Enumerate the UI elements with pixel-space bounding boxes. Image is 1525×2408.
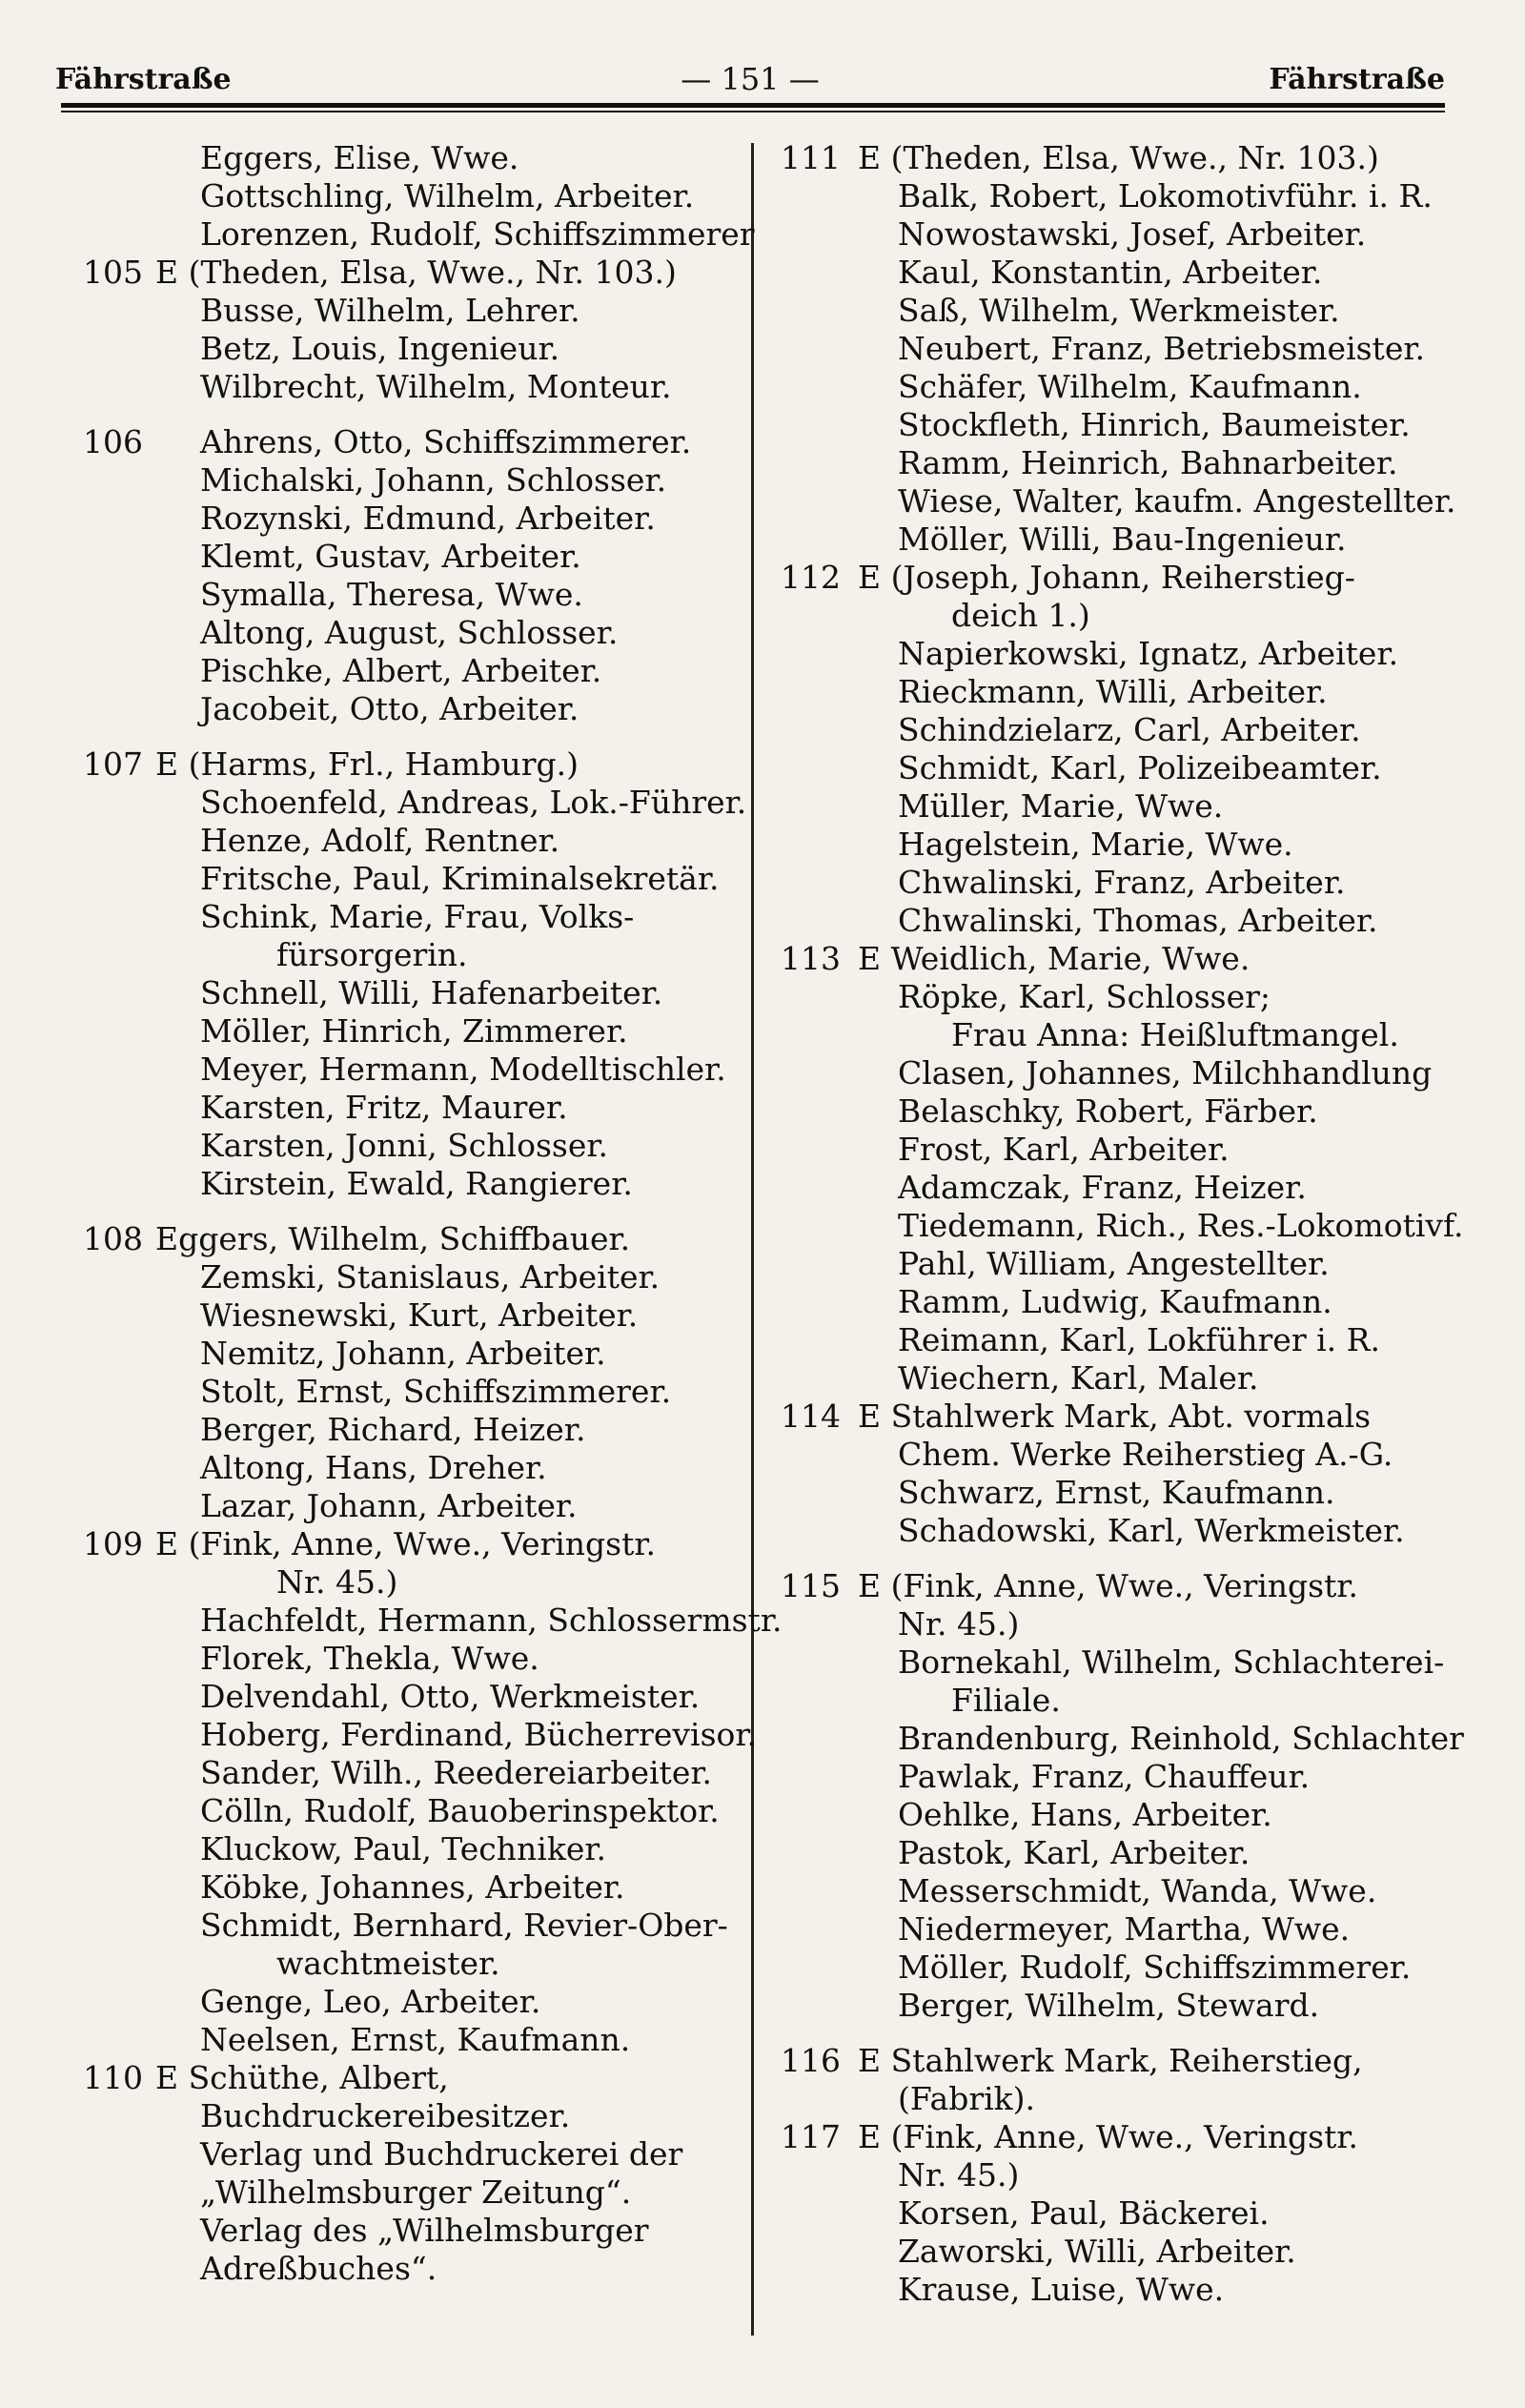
directory-entry xyxy=(762,559,1458,597)
directory-entry xyxy=(57,576,743,614)
running-head-right: Fährstraße xyxy=(1269,63,1445,96)
entry-text: Reimann, Karl, Lokführer i. R. xyxy=(898,1321,1380,1358)
entry-text: Saß, Wilhelm, Werkmeister. xyxy=(898,292,1340,329)
directory-entry xyxy=(762,2233,1458,2271)
directory-entry xyxy=(57,784,747,822)
entry-text: Messerschmidt, Wanda, Wwe. xyxy=(898,1872,1377,1909)
entry-text: Berger, Wilhelm, Steward. xyxy=(898,1987,1320,2024)
directory-entry xyxy=(57,2212,743,2250)
entry-text: Wiese, Walter, kaufm. Angestellter. xyxy=(898,482,1456,520)
directory-entry xyxy=(57,1868,743,1907)
entry-text: Chem. Werke Reiherstieg A.-G. xyxy=(898,1436,1393,1473)
entry-text: Eggers, Wilhelm, Schiffbauer. xyxy=(155,1220,631,1257)
directory-entry xyxy=(762,826,1458,864)
entry-text: Nowostawski, Josef, Arbeiter. xyxy=(898,215,1367,253)
entry-text: Jacobeit, Otto, Arbeiter. xyxy=(200,690,580,727)
entry-text: Rieckmann, Willi, Arbeiter. xyxy=(898,673,1328,710)
entry-text: Henze, Adolf, Rentner. xyxy=(200,822,560,859)
entry-text: deich 1.) xyxy=(951,597,1090,634)
entry-text: Verlag des „Wilhelmsburger xyxy=(200,2212,649,2249)
directory-entry xyxy=(762,1131,1458,1169)
directory-entry xyxy=(762,1245,1458,1283)
directory-entry xyxy=(57,139,743,177)
house-number: 117 xyxy=(781,2118,841,2155)
directory-entry xyxy=(57,614,743,652)
directory-entry xyxy=(762,978,1458,1016)
entry-text: Michalski, Johann, Schlosser. xyxy=(200,461,667,499)
entry-text: Stockfleth, Hinrich, Baumeister. xyxy=(898,406,1411,443)
left-column xyxy=(57,139,783,2288)
entry-text: Meyer, Hermann, Modelltischler. xyxy=(200,1051,726,1088)
entry-text: Betz, Louis, Ingenieur. xyxy=(200,330,560,367)
entry-text: Buchdruckereibesitzer. xyxy=(200,2097,571,2134)
entry-text: Schmidt, Bernhard, Revier-Ober- xyxy=(200,1907,728,1944)
house-number: 105 xyxy=(83,254,143,291)
entry-text: Zaworski, Willi, Arbeiter. xyxy=(898,2233,1296,2270)
entry-text: Nr. 45.) xyxy=(276,1563,398,1601)
entry-text: E (Fink, Anne, Wwe., Veringstr. xyxy=(155,1525,657,1562)
entry-text: Schoenfeld, Andreas, Lok.-Führer. xyxy=(200,784,747,821)
entry-text: Belaschky, Robert, Färber. xyxy=(898,1092,1318,1130)
directory-entry xyxy=(57,860,743,898)
house-number: 114 xyxy=(781,1398,841,1435)
entry-text: Filiale. xyxy=(951,1682,1061,1719)
entry-text: Zemski, Stanislaus, Arbeiter. xyxy=(200,1258,661,1296)
directory-entry xyxy=(762,1436,1458,1474)
directory-entry xyxy=(762,520,1458,559)
directory-entry xyxy=(762,1643,1458,1682)
entry-text: E (Joseph, Johann, Reiherstieg- xyxy=(858,559,1355,596)
directory-entry xyxy=(762,1758,1458,1796)
entry-text: E (Harms, Frl., Hamburg.) xyxy=(155,745,579,783)
entry-text: Köbke, Johannes, Arbeiter. xyxy=(200,1868,625,1906)
directory-entry xyxy=(57,1716,758,1754)
entry-text: Oehlke, Hans, Arbeiter. xyxy=(898,1796,1272,1833)
entry-text: Hagelstein, Marie, Wwe. xyxy=(898,826,1293,863)
header-rule-thin xyxy=(61,111,1445,112)
directory-entry xyxy=(57,690,743,728)
directory-entry xyxy=(762,1169,1458,1207)
house-number: 116 xyxy=(781,2042,841,2079)
directory-entry xyxy=(57,368,743,406)
directory-entry xyxy=(762,864,1458,902)
directory-entry xyxy=(57,461,743,500)
directory-entry xyxy=(57,2097,743,2135)
directory-entry xyxy=(762,1054,1458,1092)
entry-text: Lazar, Johann, Arbeiter. xyxy=(200,1487,578,1524)
entry-text: Rozynski, Edmund, Arbeiter. xyxy=(200,500,656,537)
directory-entry xyxy=(762,1092,1458,1131)
directory-entry xyxy=(57,2250,743,2288)
directory-entry xyxy=(762,1720,1464,1758)
header-rule-thick xyxy=(61,103,1445,108)
entry-text: Karsten, Jonni, Schlosser. xyxy=(200,1127,609,1164)
entry-text: Ramm, Ludwig, Kaufmann. xyxy=(898,1283,1332,1320)
entry-text: Klemt, Gustav, Arbeiter. xyxy=(200,538,581,575)
directory-entry xyxy=(57,2021,743,2059)
directory-entry xyxy=(762,1283,1458,1321)
directory-entry xyxy=(762,1359,1458,1398)
entry-text: Busse, Wilhelm, Lehrer. xyxy=(200,292,580,329)
directory-entry xyxy=(57,1373,743,1411)
directory-entry xyxy=(762,1567,1458,1605)
entry-text: Hachfeldt, Hermann, Schlossermstr. xyxy=(200,1602,783,1639)
directory-entry xyxy=(762,2271,1458,2309)
entry-text: Chwalinski, Franz, Arbeiter. xyxy=(898,864,1346,901)
entry-text: Balk, Robert, Lokomotivführ. i. R. xyxy=(898,177,1433,214)
entry-text: Krause, Luise, Wwe. xyxy=(898,2271,1225,2308)
directory-entry xyxy=(762,139,1458,177)
directory-entry xyxy=(57,2059,743,2097)
entry-text: Clasen, Johannes, Milchhandlung xyxy=(898,1054,1433,1092)
directory-entry xyxy=(762,1949,1458,1987)
entry-text: Altong, Hans, Dreher. xyxy=(200,1449,547,1486)
directory-entry xyxy=(57,936,743,974)
directory-entry xyxy=(57,500,743,538)
house-number: 111 xyxy=(781,139,841,176)
directory-entry xyxy=(57,974,743,1012)
directory-entry xyxy=(762,711,1458,749)
directory-entry xyxy=(57,1602,783,1640)
entry-text: „Wilhelmsburger Zeitung“. xyxy=(200,2173,632,2211)
directory-entry xyxy=(57,652,743,690)
directory-entry xyxy=(57,177,743,215)
entry-text: Kaul, Konstantin, Arbeiter. xyxy=(898,254,1323,291)
directory-entry xyxy=(57,1563,743,1602)
directory-entry xyxy=(57,1449,743,1487)
entry-text: Eggers, Elise, Wwe. xyxy=(200,139,519,176)
entry-text: Schmidt, Karl, Polizeibeamter. xyxy=(898,749,1382,786)
entry-text: Stolt, Ernst, Schiffszimmerer. xyxy=(200,1373,672,1410)
directory-entry xyxy=(762,177,1458,215)
directory-entry xyxy=(57,423,743,461)
entry-text: Schindzielarz, Carl, Arbeiter. xyxy=(898,711,1361,748)
directory-entry xyxy=(57,745,743,784)
directory-entry xyxy=(57,1089,743,1127)
entry-text: Tiedemann, Rich., Res.-Lokomotivf. xyxy=(898,1207,1464,1244)
entry-text: Hoberg, Ferdinand, Bücherrevisor. xyxy=(200,1716,758,1753)
directory-entry xyxy=(57,2135,743,2173)
directory-entry xyxy=(762,940,1458,978)
directory-entry xyxy=(57,1983,743,2021)
entry-text: Florek, Thekla, Wwe. xyxy=(200,1640,539,1677)
directory-entry xyxy=(762,2194,1458,2233)
directory-entry xyxy=(762,444,1458,482)
entry-text: E Stahlwerk Mark, Reiherstieg, xyxy=(858,2042,1363,2079)
entry-text: Fritsche, Paul, Kriminalsekretär. xyxy=(200,860,720,897)
directory-entry xyxy=(57,1220,743,1258)
entry-text: Möller, Willi, Bau-Ingenieur. xyxy=(898,520,1347,558)
directory-entry xyxy=(57,2173,743,2212)
directory-entry xyxy=(57,1127,743,1165)
house-number: 106 xyxy=(83,423,143,460)
entry-text: Gottschling, Wilhelm, Arbeiter. xyxy=(200,177,695,214)
directory-entry xyxy=(57,1487,743,1525)
column-divider xyxy=(751,143,754,2336)
entry-text: Schwarz, Ernst, Kaufmann. xyxy=(898,1474,1335,1511)
entry-text: Pahl, William, Angestellter. xyxy=(898,1245,1330,1282)
directory-entry xyxy=(57,1792,743,1830)
directory-entry xyxy=(762,635,1458,673)
entry-text: Genge, Leo, Arbeiter. xyxy=(200,1983,541,2020)
directory-entry xyxy=(762,1796,1458,1834)
entry-text: Sander, Wilh., Reedereiarbeiter. xyxy=(200,1754,712,1791)
entry-text: Lorenzen, Rudolf, Schiffszimmerer xyxy=(200,215,755,253)
entry-text: Symalla, Theresa, Wwe. xyxy=(200,576,583,613)
house-number: 115 xyxy=(781,1567,841,1604)
directory-entry xyxy=(57,215,755,254)
running-head-left: Fährstraße xyxy=(55,63,232,96)
entry-text: Neubert, Franz, Betriebsmeister. xyxy=(898,330,1425,367)
entry-text: Röpke, Karl, Schlosser; xyxy=(898,978,1271,1015)
directory-entry xyxy=(762,1474,1458,1512)
entry-text: Delvendahl, Otto, Werkmeister. xyxy=(200,1678,701,1715)
entry-text: E (Fink, Anne, Wwe., Veringstr. xyxy=(858,2118,1359,2155)
entry-text: Schnell, Willi, Hafenarbeiter. xyxy=(200,974,663,1011)
directory-entry xyxy=(762,902,1458,940)
directory-entry xyxy=(57,1335,743,1373)
directory-entry xyxy=(762,482,1458,520)
entry-text: Schadowski, Karl, Werkmeister. xyxy=(898,1512,1405,1549)
directory-entry xyxy=(57,1640,743,1678)
directory-entry xyxy=(762,368,1458,406)
directory-entry xyxy=(57,898,743,936)
entry-text: Ahrens, Otto, Schiffszimmerer. xyxy=(200,423,692,460)
entry-text: Möller, Hinrich, Zimmerer. xyxy=(200,1012,628,1050)
entry-text: Kluckow, Paul, Techniker. xyxy=(200,1830,606,1867)
directory-entry xyxy=(57,822,743,860)
directory-entry xyxy=(762,330,1458,368)
directory-entry xyxy=(57,1411,743,1449)
directory-entry xyxy=(57,1525,743,1563)
entry-text: Karsten, Fritz, Maurer. xyxy=(200,1089,568,1126)
entry-text: E (Theden, Elsa, Wwe., Nr. 103.) xyxy=(155,254,677,291)
directory-entry xyxy=(762,2042,1458,2080)
entry-text: E Schüthe, Albert, xyxy=(155,2059,449,2096)
directory-entry xyxy=(762,406,1458,444)
entry-text: Frost, Karl, Arbeiter. xyxy=(898,1131,1230,1168)
directory-entry xyxy=(57,1165,743,1203)
directory-entry xyxy=(57,1830,743,1868)
page-number: — 151 — xyxy=(681,61,820,97)
entry-text: Frau Anna: Heißluftmangel. xyxy=(951,1016,1399,1053)
entry-text: Pastok, Karl, Arbeiter. xyxy=(898,1834,1250,1871)
directory-entry xyxy=(762,1016,1458,1054)
directory-entry xyxy=(762,1398,1458,1436)
directory-entry xyxy=(762,215,1458,254)
house-number: 108 xyxy=(83,1220,143,1257)
directory-entry xyxy=(57,330,743,368)
entry-text: Verlag und Buchdruckerei der xyxy=(200,2135,683,2173)
house-number: 107 xyxy=(83,745,143,783)
directory-entry xyxy=(57,1051,743,1089)
house-number: 110 xyxy=(83,2059,143,2096)
directory-entry xyxy=(57,1678,743,1716)
directory-entry xyxy=(57,538,743,576)
directory-entry xyxy=(57,1907,743,1945)
entry-text: Altong, August, Schlosser. xyxy=(200,614,619,651)
directory-entry xyxy=(57,1258,743,1296)
directory-entry xyxy=(762,1834,1458,1872)
directory-entry xyxy=(762,673,1458,711)
entry-text: Nr. 45.) xyxy=(898,1605,1020,1643)
directory-entry xyxy=(762,254,1458,292)
house-number: 113 xyxy=(781,940,841,977)
entry-text: Nr. 45.) xyxy=(898,2156,1020,2194)
entry-text: E Weidlich, Marie, Wwe. xyxy=(858,940,1250,977)
right-column xyxy=(762,139,1464,2309)
entry-text: Chwalinski, Thomas, Arbeiter. xyxy=(898,902,1378,939)
entry-text: Cölln, Rudolf, Bauoberinspektor. xyxy=(200,1792,720,1829)
entry-text: Schäfer, Wilhelm, Kaufmann. xyxy=(898,368,1362,405)
directory-entry xyxy=(762,1321,1458,1359)
directory-entry xyxy=(762,1512,1458,1550)
entry-text: E (Fink, Anne, Wwe., Veringstr. xyxy=(858,1567,1359,1604)
directory-entry xyxy=(762,2156,1458,2194)
entry-text: Ramm, Heinrich, Bahnarbeiter. xyxy=(898,444,1398,481)
directory-entry xyxy=(762,1207,1464,1245)
directory-entry xyxy=(57,1754,743,1792)
entry-text: fürsorgerin. xyxy=(276,936,468,973)
directory-entry xyxy=(762,1987,1458,2025)
directory-entry xyxy=(57,1296,743,1335)
entry-text: E (Theden, Elsa, Wwe., Nr. 103.) xyxy=(858,139,1379,176)
directory-entry xyxy=(762,749,1458,787)
directory-entry xyxy=(57,254,743,292)
entry-text: Korsen, Paul, Bäckerei. xyxy=(898,2194,1270,2232)
entry-text: Nemitz, Johann, Arbeiter. xyxy=(200,1335,606,1372)
entry-text: Berger, Richard, Heizer. xyxy=(200,1411,586,1448)
entry-text: Niedermeyer, Martha, Wwe. xyxy=(898,1910,1351,1948)
entry-text: Pawlak, Franz, Chauffeur. xyxy=(898,1758,1311,1795)
directory-entry xyxy=(762,2118,1458,2156)
directory-entry xyxy=(57,292,743,330)
directory-entry xyxy=(762,787,1458,826)
entry-text: Bornekahl, Wilhelm, Schlachterei- xyxy=(898,1643,1445,1681)
directory-entry xyxy=(762,1682,1458,1720)
entry-text: Adamczak, Franz, Heizer. xyxy=(898,1169,1307,1206)
entry-text: wachtmeister. xyxy=(276,1945,500,1982)
entry-text: Pischke, Albert, Arbeiter. xyxy=(200,652,602,689)
entry-text: Brandenburg, Reinhold, Schlachter xyxy=(898,1720,1464,1757)
directory-entry xyxy=(762,597,1458,635)
directory-entry xyxy=(762,2080,1458,2118)
directory-entry xyxy=(762,292,1458,330)
entry-text: Müller, Marie, Wwe. xyxy=(898,787,1224,825)
entry-text: Adreßbuches“. xyxy=(200,2250,437,2287)
entry-text: Neelsen, Ernst, Kaufmann. xyxy=(200,2021,631,2058)
directory-entry xyxy=(762,1872,1458,1910)
entry-text: Möller, Rudolf, Schiffszimmerer. xyxy=(898,1949,1412,1986)
directory-entry xyxy=(762,1605,1458,1643)
directory-entry xyxy=(762,1910,1458,1949)
entry-text: Wilbrecht, Wilhelm, Monteur. xyxy=(200,368,672,405)
entry-text: (Fabrik). xyxy=(898,2080,1036,2117)
house-number: 109 xyxy=(83,1525,143,1562)
entry-text: Napierkowski, Ignatz, Arbeiter. xyxy=(898,635,1399,672)
house-number: 112 xyxy=(781,559,841,596)
directory-entry xyxy=(57,1012,743,1051)
entry-text: Kirstein, Ewald, Rangierer. xyxy=(200,1165,633,1202)
entry-text: Schink, Marie, Frau, Volks- xyxy=(200,898,635,935)
entry-text: Wiechern, Karl, Maler. xyxy=(898,1359,1259,1397)
entry-text: E Stahlwerk Mark, Abt. vormals xyxy=(858,1398,1372,1435)
directory-entry xyxy=(57,1945,743,1983)
entry-text: Wiesnewski, Kurt, Arbeiter. xyxy=(200,1296,639,1334)
